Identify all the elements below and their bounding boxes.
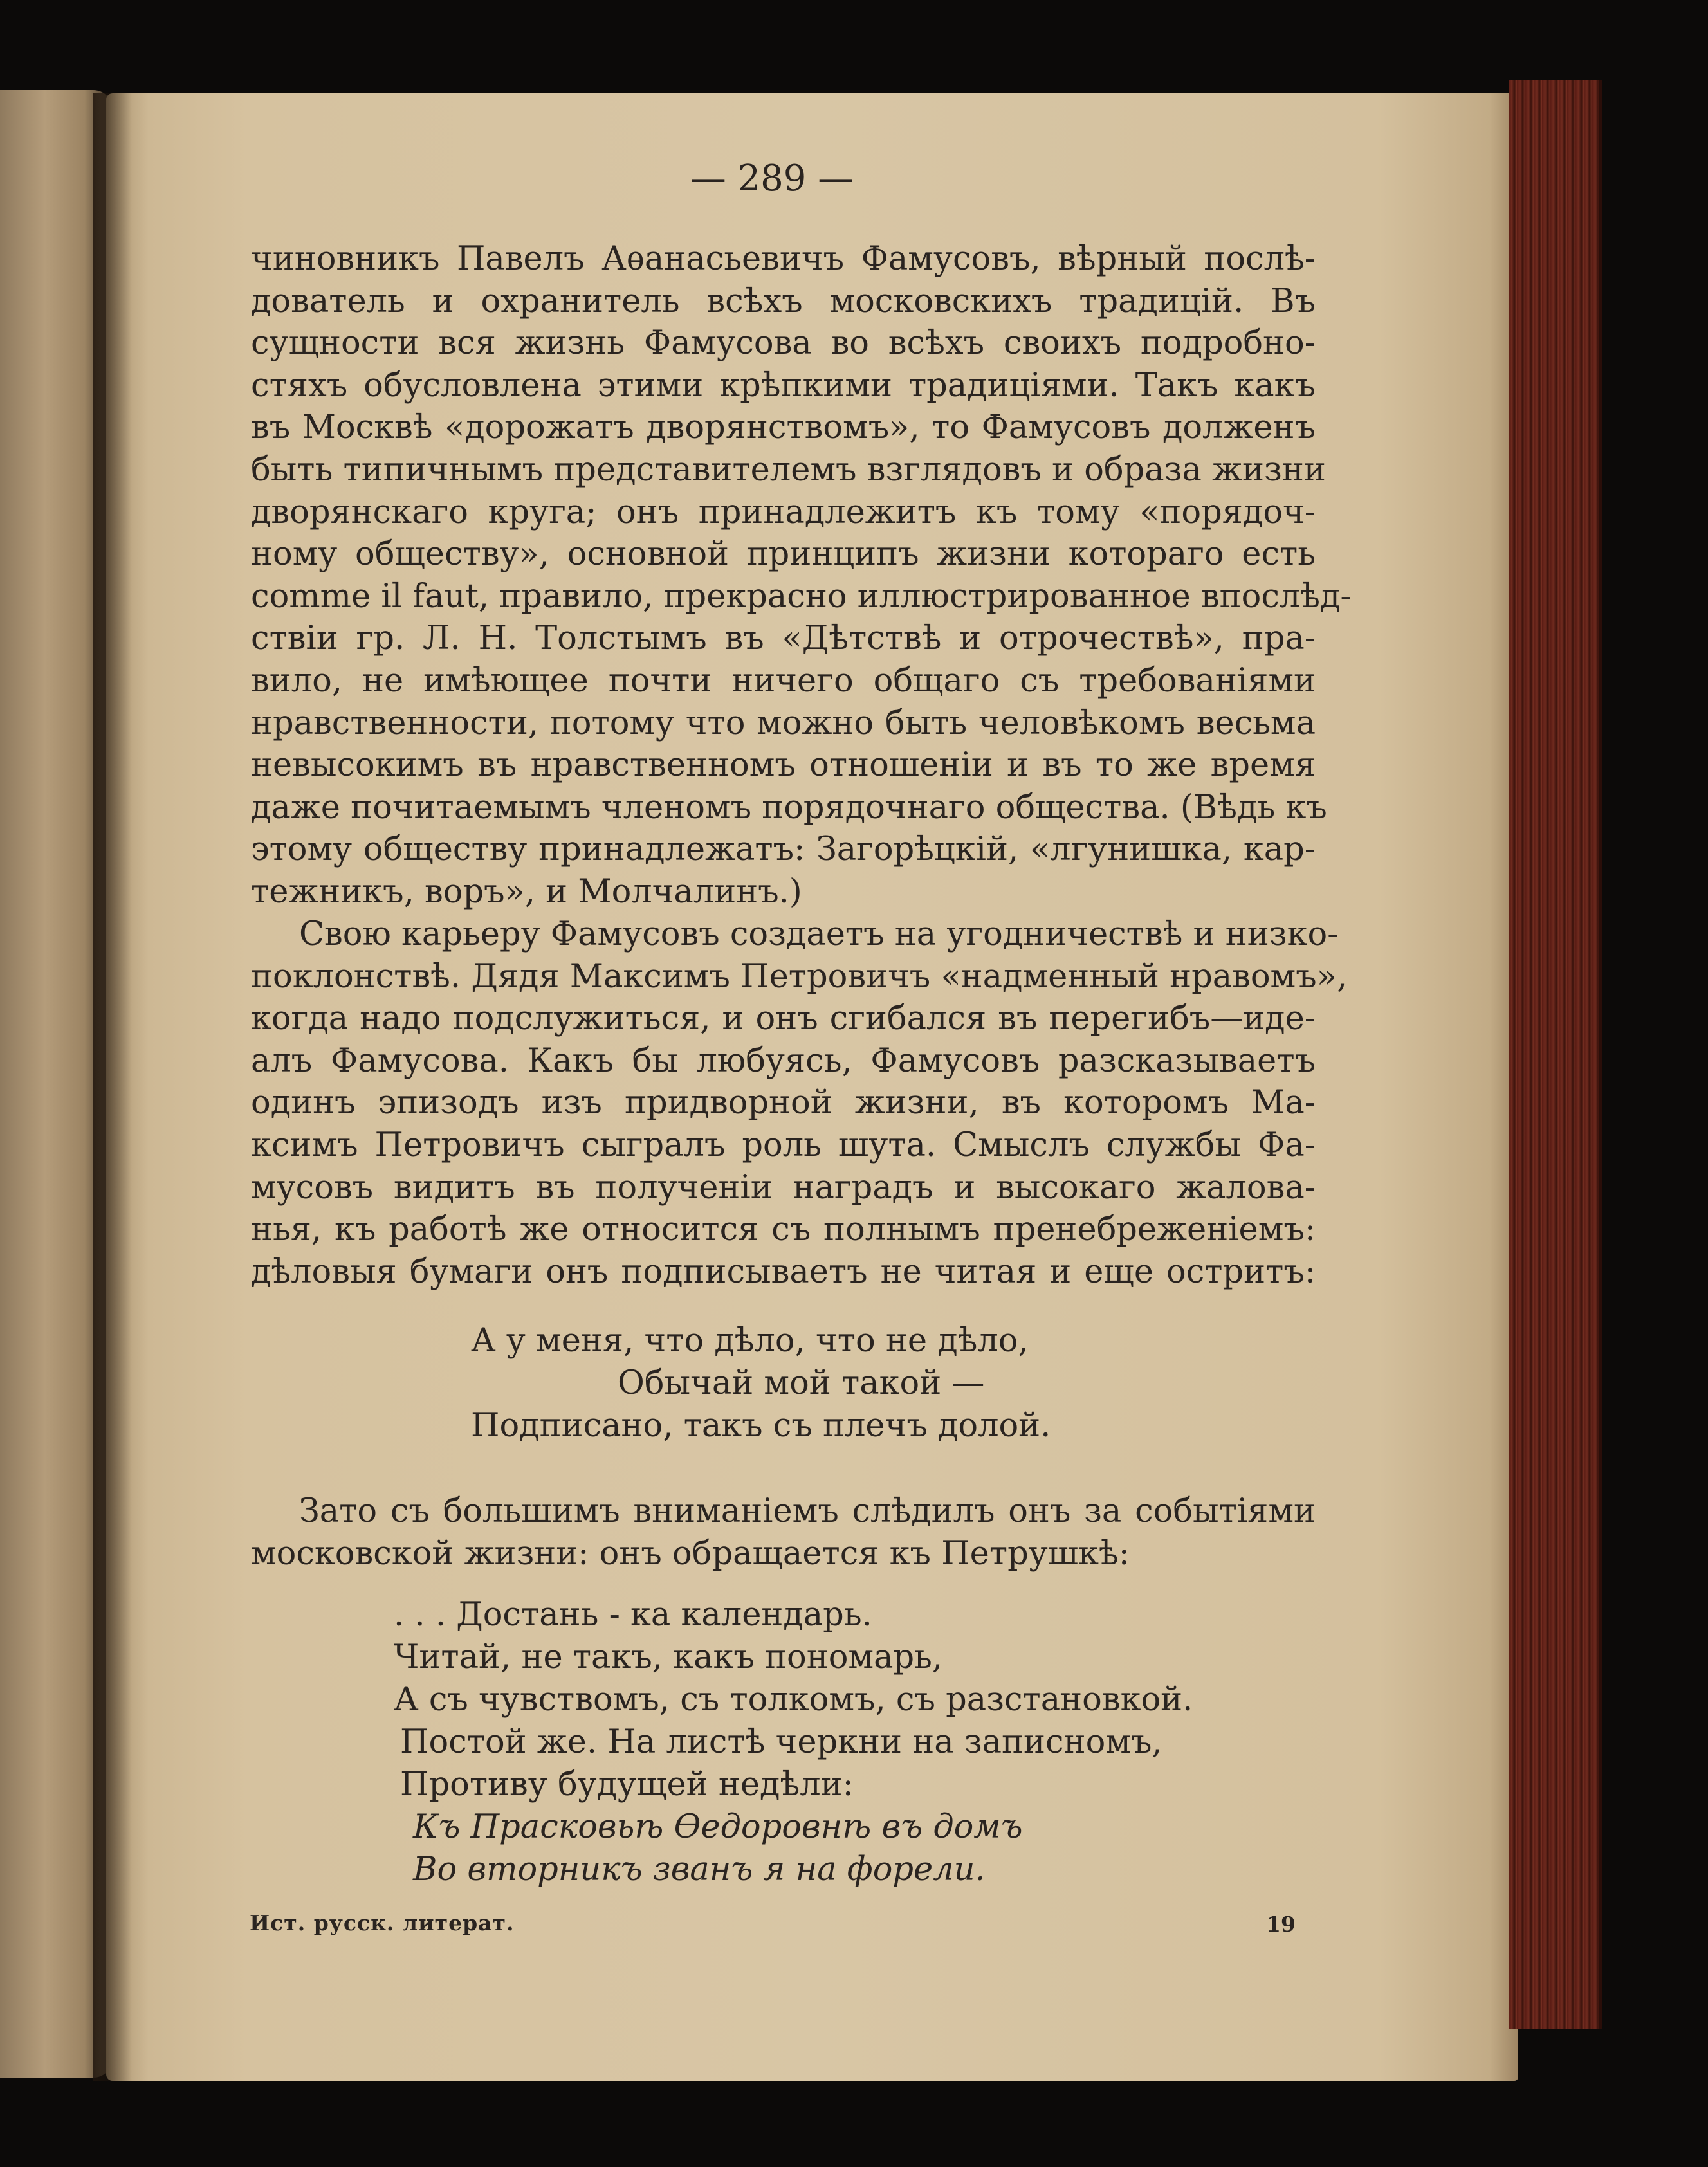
- page-stack-edges: [1509, 80, 1602, 2029]
- text-line: этому обществу принадлежатъ: Загорѣцкій, «лгунишка, кар-: [251, 830, 1316, 869]
- spine-shadow: [93, 93, 132, 2081]
- text-line: мусовъ видитъ въ полученіи наградъ и высокаго жалова-: [251, 1168, 1316, 1207]
- verse-line-italic: Къ Прасковьѣ Ѳедоровнѣ въ домъ: [413, 1808, 1023, 1846]
- verse-line: Обычай мой такой —: [618, 1364, 985, 1402]
- verse-line: . . . Достань - ка календарь.: [394, 1596, 872, 1634]
- text-line: поклонствѣ. Дядя Максимъ Петровичъ «надменный нравомъ»,: [251, 957, 1348, 996]
- text-line: даже почитаемымъ членомъ порядочнаго общества. (Вѣдь къ: [251, 788, 1327, 827]
- text-line: дѣловыя бумаги онъ подписываетъ не читая и еще остритъ:: [251, 1252, 1316, 1291]
- text-line: нравственности, потому что можно быть человѣкомъ весьма: [251, 704, 1316, 742]
- verse-line: Постой же. На листѣ черкни на записномъ,: [400, 1723, 1162, 1761]
- page-number-header: — 289 —: [690, 158, 854, 199]
- text-line: Свою карьеру Фамусовъ создаетъ на угодничествѣ и низко-: [299, 915, 1339, 953]
- text-line: когда надо подслужиться, и онъ сгибался въ перегибъ—иде-: [251, 1000, 1316, 1038]
- paragraph-2: [251, 913, 1348, 1293]
- text-line: ствіи гр. Л. Н. Толстымъ въ «Дѣтствѣ и отрочествѣ», пра-: [251, 619, 1316, 658]
- text-line: алъ Фамусова. Какъ бы любуясь, Фамусовъ разсказываетъ: [251, 1041, 1316, 1080]
- text-line: дворянскаго круга; онъ принадлежитъ къ тому «порядоч-: [251, 493, 1316, 531]
- text-line: стяхъ обусловлена этими крѣпкими традиціями. Такъ какъ: [251, 366, 1316, 405]
- paragraph-3: [251, 1490, 1316, 1575]
- text-line: тежникъ, воръ», и Молчалинъ.): [251, 872, 802, 911]
- text-line: въ Москвѣ «дорожатъ дворянствомъ», то Фамусовъ долженъ: [251, 408, 1316, 447]
- text-line: ксимъ Петровичъ сыгралъ роль шута. Смыслъ службы Фа-: [251, 1126, 1316, 1164]
- text-line: вило, не имѣющее почти ничего общаго съ требованіями: [251, 661, 1316, 700]
- verse-line: Подписано, такъ съ плечъ долой.: [471, 1407, 1051, 1445]
- footer-sheet-number: 19: [1266, 1912, 1296, 1937]
- text-line: одинъ эпизодъ изъ придворной жизни, въ которомъ Ма-: [251, 1084, 1316, 1122]
- footer-signature: Ист. русск. литерат.: [250, 1910, 515, 1935]
- text-line: сущности вся жизнь Фамусова во всѣхъ своихъ подробно-: [251, 324, 1316, 363]
- verse-quote-1: [471, 1320, 1051, 1447]
- verse-line: Противу будущей недѣли:: [400, 1766, 854, 1804]
- verse-line: Читай, не такъ, какъ пономарь,: [394, 1638, 943, 1676]
- text-line: быть типичнымъ представителемъ взглядовъ и образа жизни: [251, 450, 1326, 489]
- text-line: московской жизни: онъ обращается къ Петрушкѣ:: [251, 1534, 1130, 1573]
- text-line: Зато съ большимъ вниманіемъ слѣдилъ онъ за событіями: [299, 1492, 1316, 1530]
- text-line: чиновникъ Павелъ Аѳанасьевичъ Фамусовъ, вѣрный послѣ-: [251, 240, 1316, 278]
- text-line: невысокимъ въ нравственномъ отношеніи и въ то же время: [251, 746, 1316, 785]
- verse-line-italic: Во вторникъ званъ я на форели.: [413, 1851, 986, 1888]
- paragraph-1: [251, 238, 1352, 913]
- text-line: дователь и охранитель всѣхъ московскихъ традицій. Въ: [251, 282, 1316, 320]
- text-line: нья, къ работѣ же относится съ полнымъ пренебреженіемъ:: [251, 1211, 1316, 1249]
- verse-line: А у меня, что дѣло, что не дѣло,: [471, 1322, 1029, 1360]
- text-line: ному обществу», основной принципъ жизни котораго есть: [251, 535, 1316, 574]
- verse-line: А съ чувствомъ, съ толкомъ, съ разстановкой.: [394, 1681, 1193, 1719]
- text-line: comme il faut, правило, прекрасно иллюстрированное впослѣд-: [251, 577, 1352, 616]
- verse-quote-2: [394, 1594, 1193, 1891]
